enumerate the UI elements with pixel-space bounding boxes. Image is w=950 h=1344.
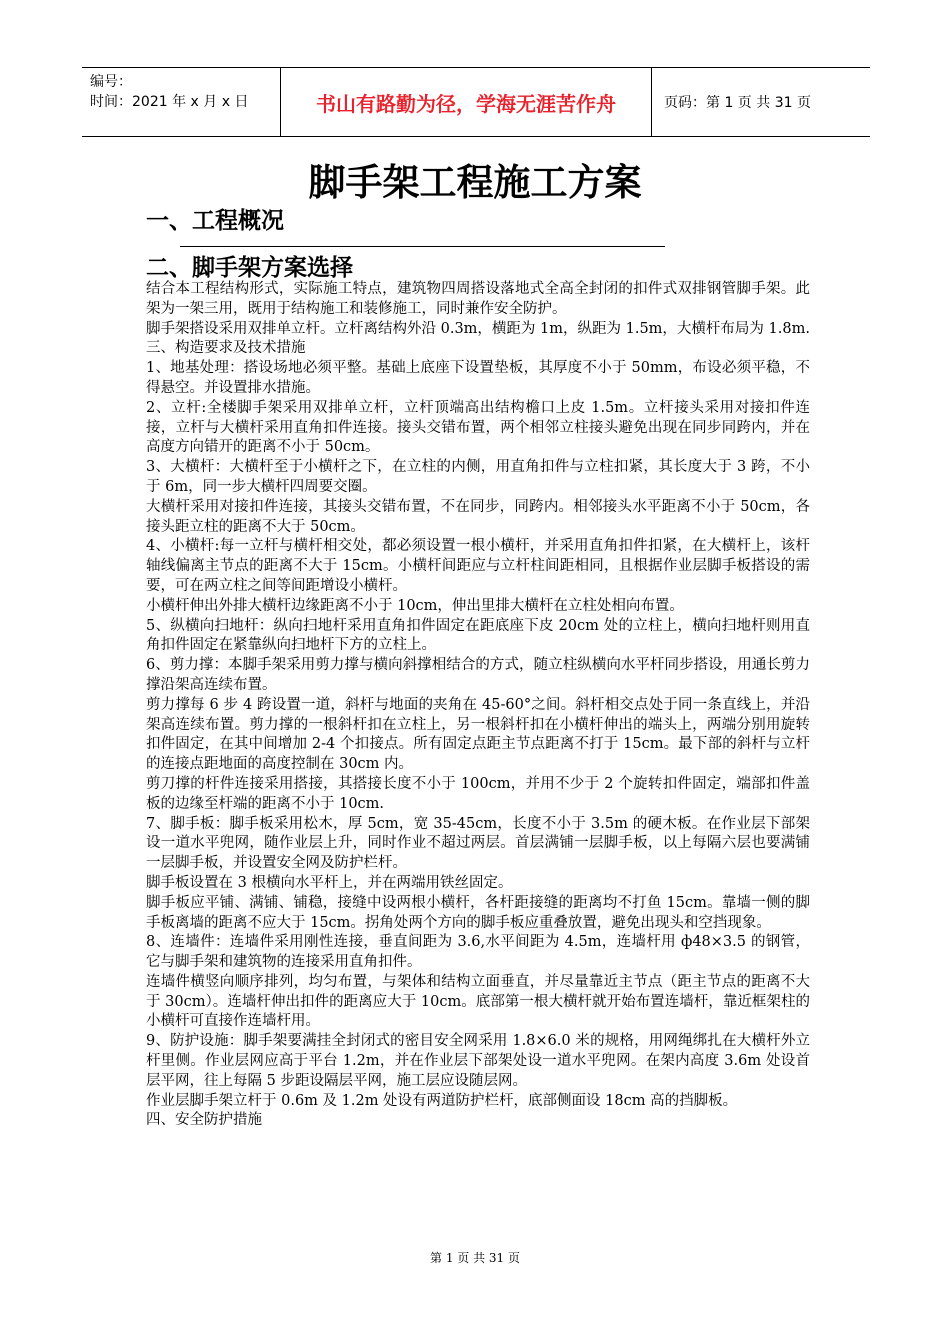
document-body	[146, 280, 810, 1131]
paragraph: 7、脚手板：脚手板采用松木，厚 5cm，宽 35-45cm，长度不小于 3.5m 的硬木板。在作业层下部架设一道水平兜网，随作业层上升，同时作业不超过两层。首层满铺一层脚手板，以上每隔六层也要满铺一层脚手板，并设置安全网及防护栏杆。	[146, 815, 810, 872]
paragraph: 大横杆采用对接扣件连接，其接头交错布置，不在同步，同跨内。相邻接头水平距离不小于 50cm，各接头距立柱的距离不大于 50cm。	[146, 498, 810, 535]
paragraph: 连墙件横竖向顺序排列，均匀布置，与架体和结构立面垂直，并尽量靠近主节点（距主节点的距离不大于 30cm）。连墙杆伸出扣件的距离应大于 10cm。底部第一根大横杆就开始布置连墙杆，靠近框架柱的小横杆可直接作连墙杆用。	[146, 973, 810, 1030]
paragraph: 作业层脚手架立杆于 0.6m 及 1.2m 处设有两道防护栏杆，底部侧面设 18cm 高的挡脚板。	[146, 1092, 738, 1109]
paragraph: 9、防护设施：脚手架要满挂全封闭式的密目安全网采用 1.8×6.0 米的规格，用网绳绑扎在大横杆外立杆里侧。作业层网应高于平台 1.2m，并在作业层下部架处设一道水平兜网。在架内高度 3.6m 处设首层平网，往上每隔 5 步距设隔层平网，施工层应设随层网。	[146, 1033, 810, 1089]
paragraph: 6、剪力撑：本脚手架采用剪力撑与横向斜撑相结合的方式，随立柱纵横向水平杆同步搭设，用通长剪力撑沿架高连续布置。	[146, 657, 810, 693]
paragraph: 脚手板设置在 3 根横向水平杆上，并在两端用铁丝固定。	[146, 874, 513, 891]
paragraph: 1、地基处理：搭设场地必须平整。基础上底座下设置垫板，其厚度不小于 50mm，布设必须平稳，不得悬空。并设置排水措施。	[146, 360, 810, 396]
header-page-info: 页码：第 1 页 共 31 页	[664, 95, 811, 111]
paragraph: 8、连墙件：连墙件采用刚性连接，垂直间距为 3.6,水平间距为 4.5m，连墙杆用 ф48×3.5 的钢管，它与脚手架和建筑物的连接采用直角扣件。	[146, 934, 810, 971]
document-title: 脚手架工程施工方案	[308, 161, 642, 204]
paragraph: 脚手板应平铺、满铺、铺稳，接缝中设两根小横杆，各杆距接缝的距离均不打鱼 15cm。靠墙一侧的脚手板离墙的距离不应大于 15cm。拐角处两个方向的脚手板应重叠放置，避免出现头和空挡现象。	[146, 894, 810, 931]
paragraph: 3、大横杆：大横杆至于小横杆之下，在立柱的内侧，用直角扣件与立柱扣紧，其长度大于 3 跨，不小于 6m，同一步大横杆四周要交圈。	[146, 459, 810, 495]
section-heading-overview: 一、工程概况	[146, 208, 284, 234]
header-motto: 书山有路勤为径，学海无涯苦作舟	[281, 68, 652, 136]
paragraph: 剪刀撑的杆件连接采用搭接，其搭接长度不小于 100cm，并用不少于 2 个旋转扣件固定，端部扣件盖板的边缘至杆端的距离不小于 10cm.	[146, 775, 810, 812]
header-meta	[82, 68, 281, 136]
paragraph: 三、构造要求及技术措施	[146, 340, 306, 357]
paragraph: 5、纵横向扫地杆：纵向扫地杆采用直角扣件固定在距底座下皮 20cm 处的立柱上，横向扫地杆则用直角扣件固定在紧靠纵向扫地杆下方的立柱上。	[146, 617, 810, 654]
section-heading-scheme: 二、脚手架方案选择	[146, 255, 353, 281]
paragraph: 小横杆伸出外排大横杆边缘距离不小于 10cm，伸出里排大横杆在立柱处相向布置。	[146, 597, 684, 614]
paragraph: 结合本工程结构形式，实际施工特点，建筑物四周搭设落地式全高全封闭的扣件式双排钢管脚手架。此架为一架三用，既用于结构施工和装修施工，同时兼作安全防护。	[146, 281, 810, 317]
document-number: 编号：	[90, 74, 132, 90]
paragraph: 2、立杆:全楼脚手架采用双排单立杆，立杆顶端高出结构檐口上皮 1.5m。立杆接头采用对接扣件连接，立杆与大横杆采用直角扣件连接。接头交错布置，两个相邻立柱接头避免出现在同步同跨内，并在高度方向错开的距离不小于 50cm。	[146, 399, 810, 456]
page-footer: 第 1 页 共 31 页	[430, 1251, 520, 1265]
paragraph: 4、小横杆:每一立杆与横杆相交处，都必须设置一根小横杆，并采用直角扣件扣紧，在大横杆上，该杆轴线偏离主节点的距离不大于 15cm。小横杆间距应与立杆柱间距相同，且根据作业层脚手板搭设的需要，可在两立柱之间等间距增设小横杆。	[146, 538, 810, 594]
page-header	[82, 67, 870, 137]
paragraph: 脚手架搭设采用双排单立杆。立杆离结构外沿 0.3m，横距为 1m，纵距为 1.5m，大横杆布局为 1.8m.	[146, 320, 810, 337]
blank-fill-line	[180, 246, 665, 247]
paragraph: 四、安全防护措施	[146, 1112, 262, 1129]
document-date: 时间：2021 年 x 月 x 日	[90, 94, 249, 110]
paragraph: 剪力撑每 6 步 4 跨设置一道，斜杆与地面的夹角在 45-60°之间。斜杆相交点处于同一条直线上，并沿架高连续布置。剪力撑的一根斜杆扣在立柱上，另一根斜杆扣在小横杆伸出的端头上，两端分别用旋转扣件固定，在其中间增加 2-4 个扣接点。所有固定点距主节点距离不打于 15cm。最下部的斜杆与立杆的连接点距地面的高度控制在 30cm 内。	[146, 696, 810, 773]
